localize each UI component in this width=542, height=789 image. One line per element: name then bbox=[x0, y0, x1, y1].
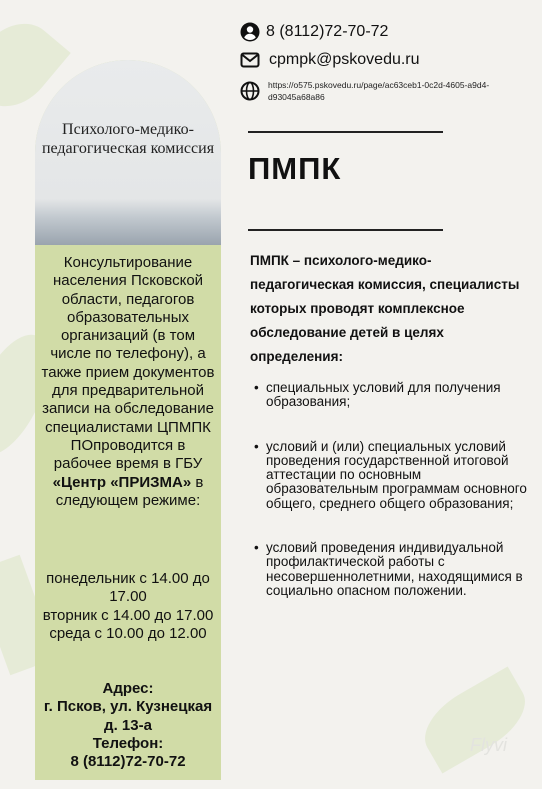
contact-url bbox=[240, 79, 518, 103]
bottom-divider bbox=[248, 229, 443, 231]
globe-icon bbox=[240, 81, 260, 101]
phone-value: 8 (8112)72-70-72 bbox=[70, 753, 186, 771]
schedule-item: понедельник с 14.00 до 17.00 bbox=[46, 570, 210, 606]
intro-text-part: в следующем режиме: bbox=[55, 473, 204, 509]
phone-text: 8 (8112)72-70-72 bbox=[266, 23, 389, 40]
intro-text-part: Консультирование населения Псковской области, педагогов образовательных организаций (в том числе по телефону), а также прием документов для предварительной записи на обследование специалистами ЦПМПК ПОпроводится в рабочее время в ГБУ bbox=[41, 254, 215, 473]
page-title: ПМПК bbox=[248, 151, 342, 186]
center-name: «Центр «ПРИЗМА» bbox=[52, 473, 192, 491]
list-item: • условий проведения индивидуальной профилактической работы с несовершеннолетними, находящимися в социально опасном положении. bbox=[254, 541, 529, 598]
list-item: • специальных условий для получения образования; bbox=[254, 381, 529, 410]
schedule-item: вторник с 14.00 до 17.00 bbox=[42, 606, 214, 624]
purpose-list bbox=[254, 381, 529, 598]
top-divider bbox=[248, 131, 443, 133]
watermark-logo: Flyvi bbox=[470, 735, 507, 755]
address-value: г. Псков, ул. Кузнецкая д. 13-а bbox=[43, 698, 213, 734]
phone-label: Телефон: bbox=[92, 734, 164, 752]
list-item: • условий и (или) специальных условий проведения государственной итоговой аттестации по основным образовательным программам основного общего, среднего общего образования; bbox=[254, 440, 529, 511]
address-block bbox=[35, 680, 221, 771]
lead-paragraph: ПМПК – психолого-медико-педагогическая комиссия, специалисты которых проводят комплексное обследование детей в целях определения: bbox=[250, 253, 520, 364]
intro-text bbox=[41, 254, 215, 510]
address-label: Адрес: bbox=[102, 680, 154, 697]
photo-title bbox=[35, 120, 221, 158]
contact-phone bbox=[240, 22, 388, 42]
photo-title-line: Психолого-медико- bbox=[62, 121, 194, 138]
leaf-decoration bbox=[412, 667, 537, 774]
info-panel bbox=[35, 60, 221, 780]
commission-photo bbox=[35, 60, 221, 245]
mail-icon bbox=[240, 50, 260, 70]
website-link[interactable]: https://o575.pskovedu.ru/page/ac63ceb1-0c2d-4605-a9d4-d93045a68a86 bbox=[268, 80, 490, 102]
photo-title-line: педагогическая комиссия bbox=[41, 140, 215, 157]
schedule bbox=[35, 570, 221, 643]
contact-email bbox=[240, 50, 420, 70]
user-icon bbox=[240, 22, 260, 42]
email-link[interactable]: cpmpk@pskovedu.ru bbox=[269, 51, 420, 68]
schedule-item: среда с 10.00 до 12.00 bbox=[49, 624, 207, 642]
